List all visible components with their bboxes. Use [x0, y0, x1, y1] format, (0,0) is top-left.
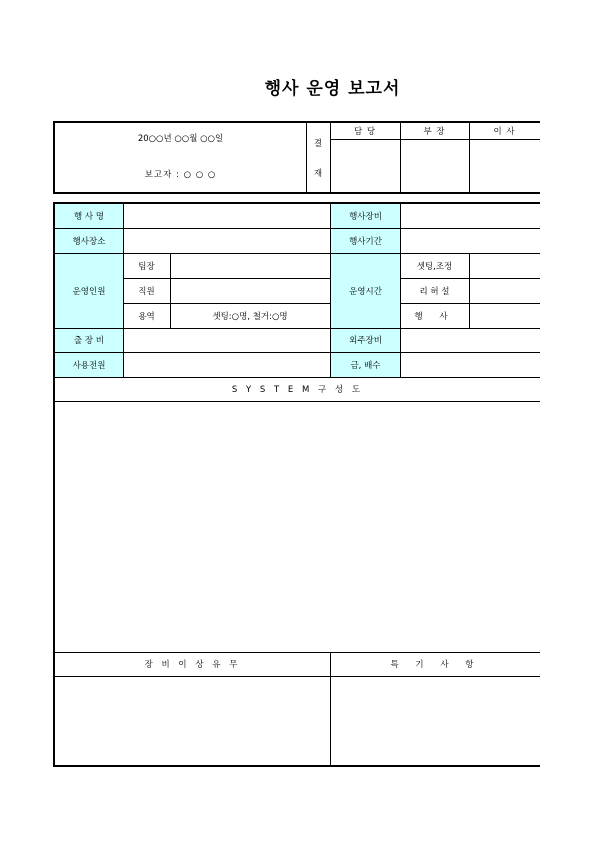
label-event-name: 행 사 명 [55, 203, 123, 228]
label-event-equipment: 행사장비 [331, 203, 400, 228]
label-rehearsal: 리 허 설 [419, 286, 450, 297]
event-place-field[interactable] [124, 229, 330, 252]
label-event-period: 행사기간 [331, 228, 400, 253]
label-employee: 직원 [138, 286, 155, 297]
event-period-field[interactable] [401, 229, 540, 252]
report-date: 20○○년 ○○월 ○○일 [137, 134, 224, 144]
label-travel-cost: 출 장 비 [55, 328, 123, 352]
system-section-header: S Y S T E M 구 성 도 [231, 385, 364, 395]
equipment-issues-header: 장 비 이 상 유 무 [144, 660, 241, 670]
label-staff: 운영인원 [55, 253, 123, 328]
approval-col-director: 부 장 [423, 126, 446, 137]
approval-label-1: 결 [313, 139, 323, 149]
label-helper: 용역 [138, 311, 155, 322]
remarks-header: 특 기 사 항 [390, 660, 481, 670]
system-diagram-area[interactable] [55, 402, 540, 652]
approval-sign-manager[interactable] [331, 140, 400, 192]
event-equipment-field[interactable] [401, 204, 540, 227]
employee-field[interactable] [171, 279, 330, 302]
equipment-issues-field[interactable] [55, 677, 330, 765]
approval-label-2: 재 [313, 169, 323, 179]
approval-col-manager: 담 당 [353, 126, 377, 137]
team-lead-field[interactable] [171, 254, 330, 277]
approval-sign-director[interactable] [401, 140, 469, 192]
label-team-lead: 팀장 [138, 261, 155, 272]
outsourced-equipment-field[interactable] [401, 329, 540, 351]
label-operating-time: 운영시간 [331, 253, 400, 328]
label-setting: 셋팅,조정 [416, 261, 453, 272]
label-amount: 금, 배수 [331, 352, 400, 377]
setting-time-field[interactable] [470, 254, 540, 277]
approval-sign-executive[interactable] [470, 140, 540, 192]
travel-cost-field[interactable] [124, 329, 330, 351]
helper-detail: 셋팅:○명, 철거:○명 [212, 311, 288, 322]
label-outsourced-equipment: 외주장비 [331, 328, 400, 352]
rehearsal-time-field[interactable] [470, 279, 540, 302]
label-event-place: 행사장소 [55, 228, 123, 253]
label-user-dept: 사용전원 [55, 352, 123, 377]
label-event: 행 사 [414, 311, 455, 322]
event-name-field[interactable] [124, 204, 330, 227]
event-time-field[interactable] [470, 304, 540, 327]
page-title: 행사 운영 보고서 [264, 79, 401, 99]
user-dept-field[interactable] [124, 353, 330, 376]
remarks-field[interactable] [331, 677, 540, 765]
amount-field[interactable] [401, 353, 540, 376]
approval-col-executive: 이 사 [493, 126, 516, 137]
reporter: 보고자 : ○ ○ ○ [144, 170, 217, 180]
